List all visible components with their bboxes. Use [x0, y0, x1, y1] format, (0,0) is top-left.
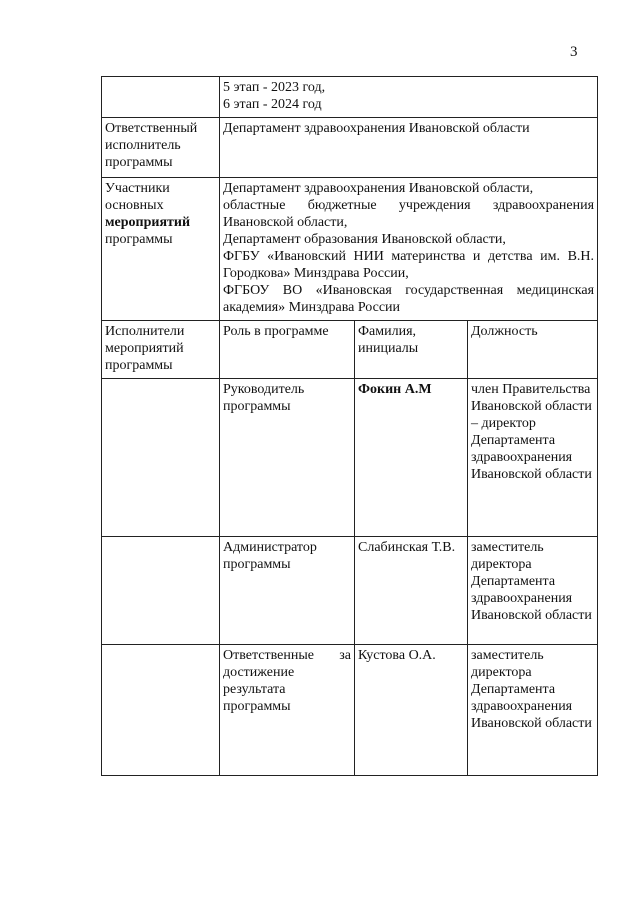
- responsible-row: [102, 118, 598, 178]
- participant-line: Департамент здравоохранения Ивановской области,: [223, 181, 534, 196]
- empty-cell: [102, 537, 220, 645]
- header-role: Роль в программе: [220, 321, 355, 379]
- role-cell: Ответственные за достижение результата программы: [220, 645, 355, 776]
- stages-value-cell: [220, 77, 598, 118]
- header-name: Фамилия, инициалы: [355, 321, 468, 379]
- position-cell: член Правительства Ивановской области – директор Департамента здравоохранения Ивановской области: [468, 379, 598, 537]
- executors-label: Исполнители мероприятий программы: [102, 321, 220, 379]
- program-passport-table: [101, 76, 598, 776]
- participants-value: [220, 178, 598, 321]
- role-cell: Администратор программы: [220, 537, 355, 645]
- responsible-value: Департамент здравоохранения Ивановской области: [220, 118, 598, 178]
- participants-label-part2: мероприятий: [105, 215, 191, 230]
- header-position: Должность: [468, 321, 598, 379]
- table-row: [102, 379, 598, 537]
- participant-line: областные бюджетные учреждения здравоохранения Ивановской области,: [223, 198, 595, 230]
- position-cell: заместитель директора Департамента здравоохранения Ивановской области: [468, 645, 598, 776]
- stage-5: 5 этап - 2023 год,: [223, 80, 326, 95]
- stages-label-cell: [102, 77, 220, 118]
- name-cell: Фокин А.М: [355, 379, 468, 537]
- role-cell: Руководитель программы: [220, 379, 355, 537]
- participant-line: ФГБУ «Ивановский НИИ материнства и детства им. В.Н. Городкова» Минздрава России,: [223, 249, 595, 281]
- stage-6: 6 этап - 2024 год: [223, 97, 322, 112]
- participants-label-part3: программы: [105, 232, 173, 247]
- participants-row: [102, 178, 598, 321]
- responsible-label: Ответственный исполнитель программы: [102, 118, 220, 178]
- participants-label-part1: Участники основных: [105, 181, 170, 213]
- executors-header-row: [102, 321, 598, 379]
- participant-line: ФГБОУ ВО «Ивановская государственная медицинская академия» Минздрава России: [223, 283, 595, 315]
- name-cell: Слабинская Т.В.: [355, 537, 468, 645]
- stages-row: [102, 77, 598, 118]
- table-row: [102, 645, 598, 776]
- page-number: 3: [570, 44, 578, 60]
- table-row: [102, 537, 598, 645]
- empty-cell: [102, 379, 220, 537]
- position-cell: заместитель директора Департамента здравоохранения Ивановской области: [468, 537, 598, 645]
- participants-label: [102, 178, 220, 321]
- name-cell: Кустова О.А.: [355, 645, 468, 776]
- empty-cell: [102, 645, 220, 776]
- participant-line: Департамент образования Ивановской области,: [223, 232, 506, 247]
